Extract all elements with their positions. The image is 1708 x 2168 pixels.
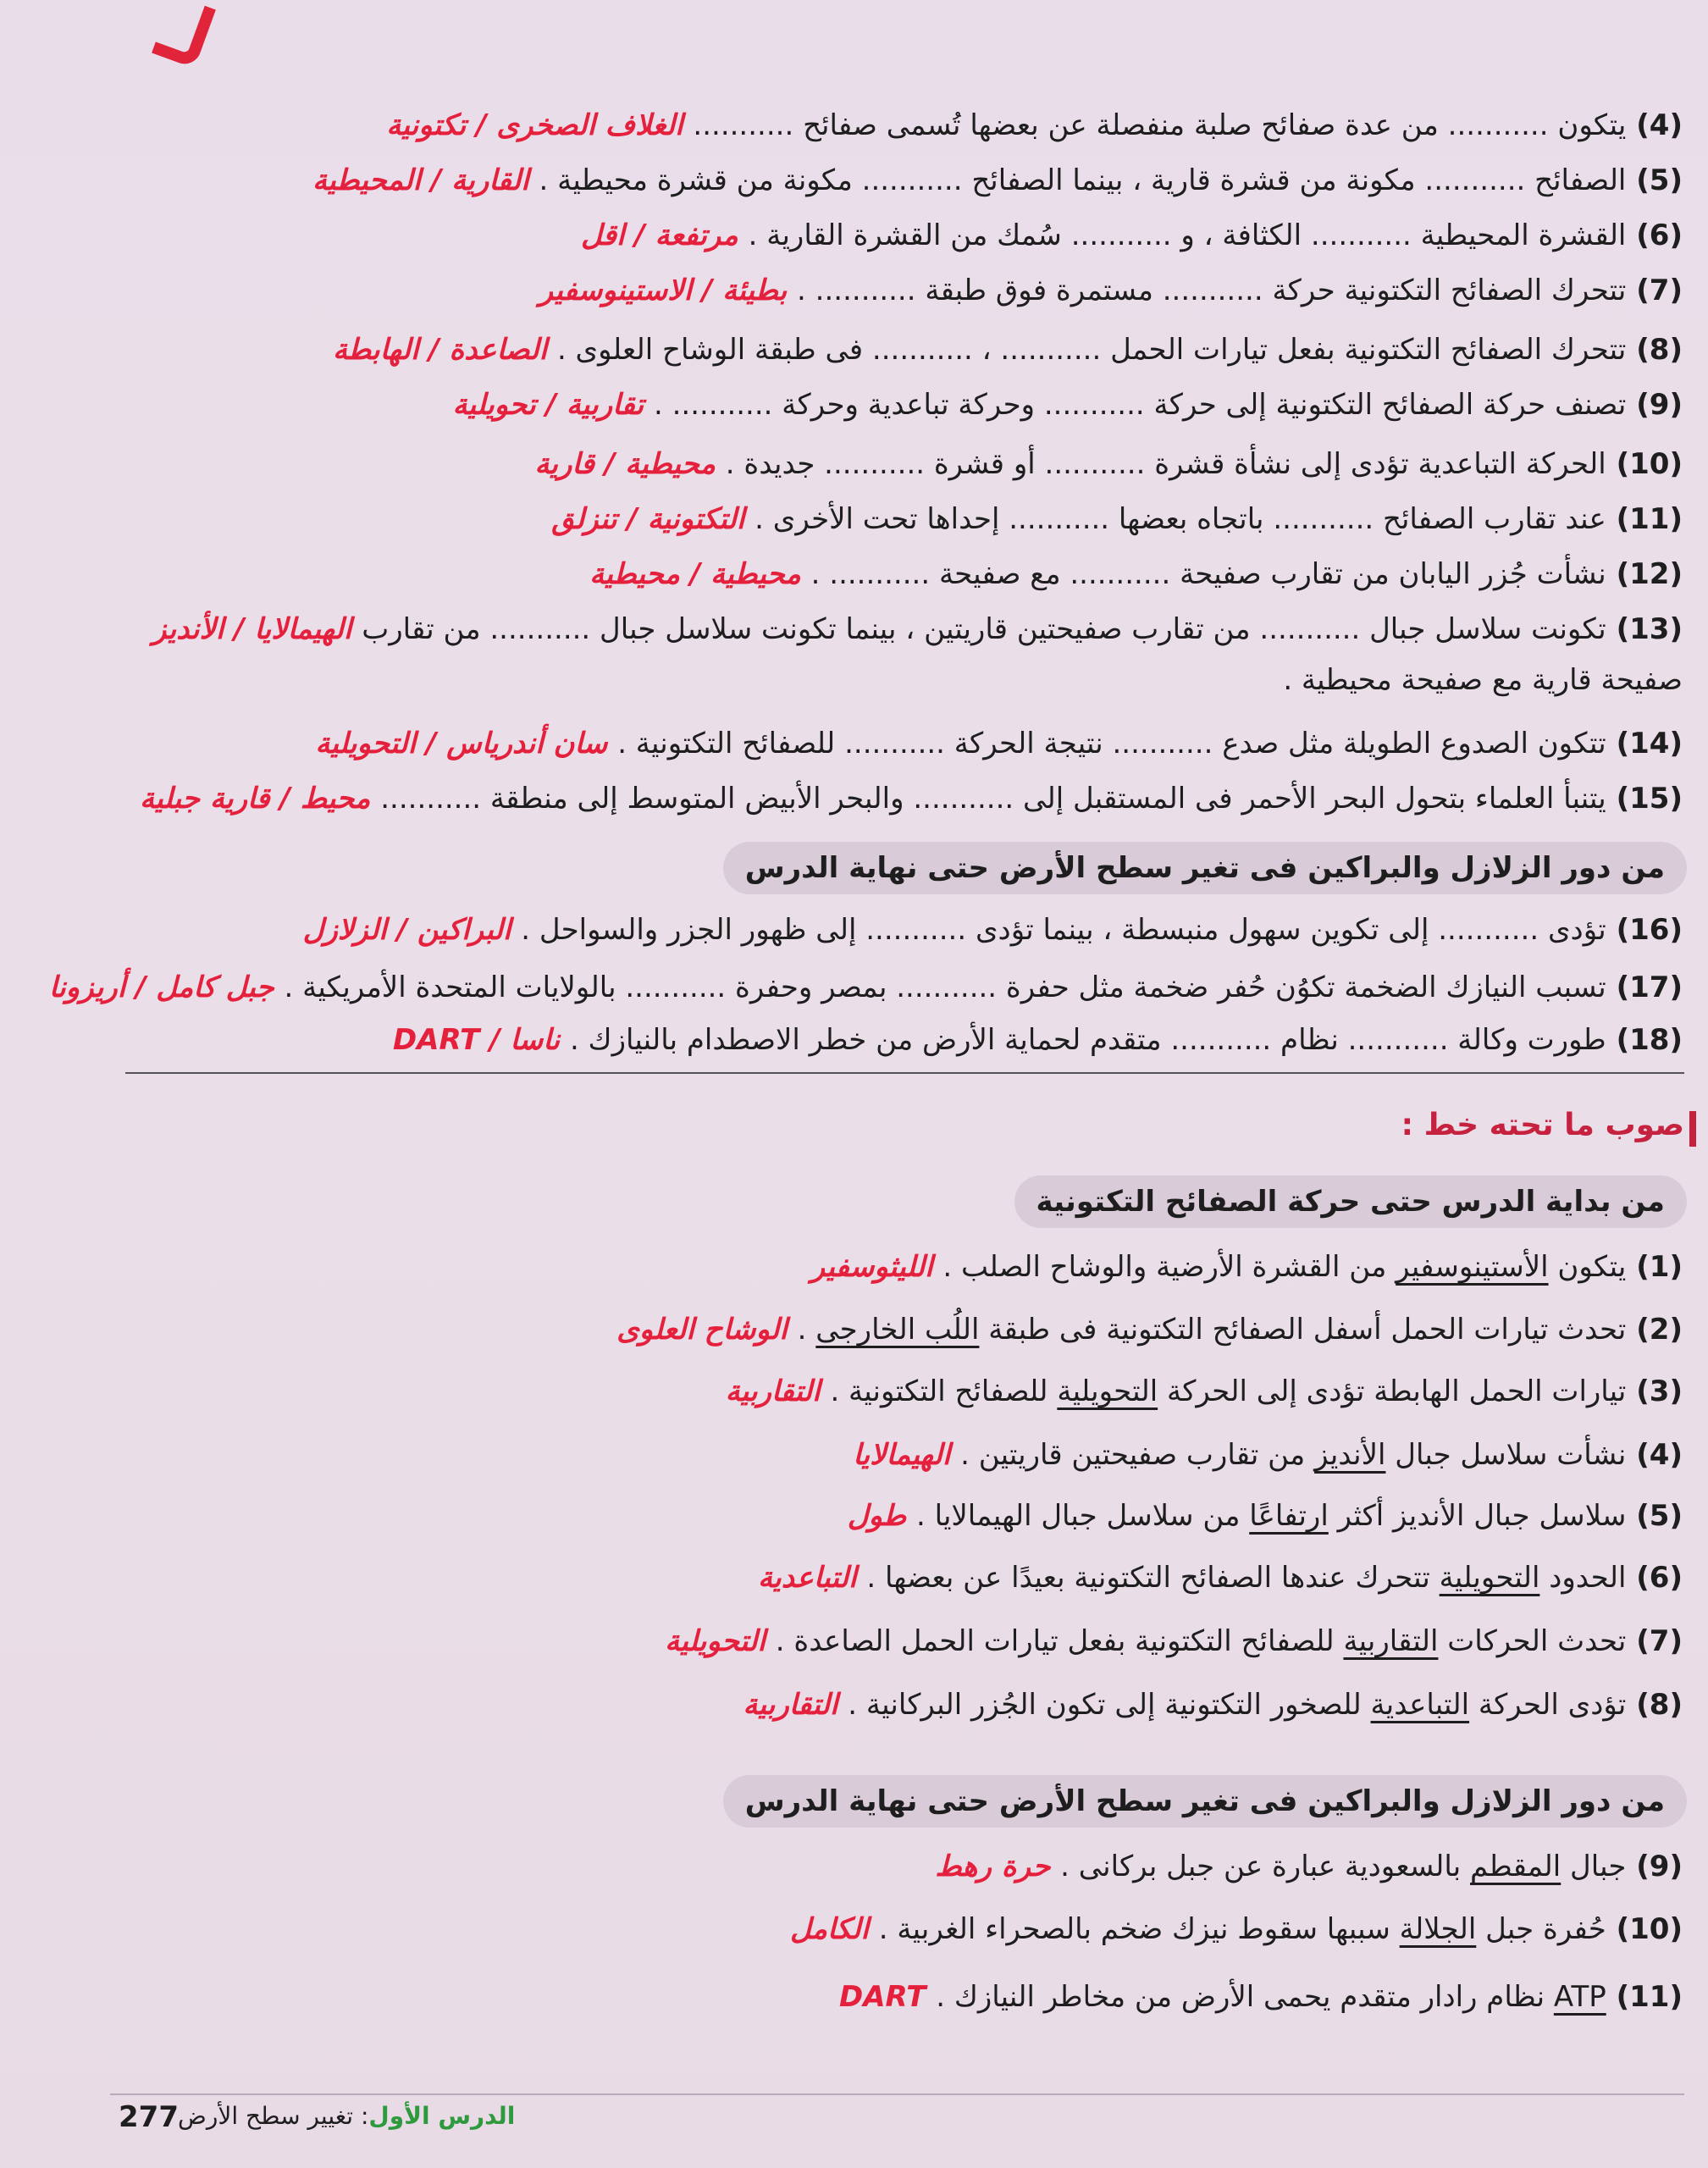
section-marker (1689, 1111, 1696, 1147)
item-number: (11) (1606, 1980, 1683, 2014)
correction-item (726, 1368, 1683, 1415)
fill-in-line (74, 157, 1683, 204)
item-text: تؤدى ........... إلى تكوين سهول منبسطة ، بينما تؤدى ........... إلى ظهور الجزر والسواحل . (521, 913, 1606, 947)
handwritten-correction: DART (839, 1980, 937, 2014)
fill-in-line (74, 1016, 1683, 1064)
item-text: من سلاسل جبال الهيمالايا . (915, 1499, 1250, 1533)
item-number: (16) (1606, 913, 1683, 947)
item-text: عند تقارب الصفائح ........... باتجاه بعضها ........... إحداها تحت الأخرى . (755, 502, 1606, 536)
handwritten-answer: محيطية / محيطية (589, 557, 811, 591)
correction-item (811, 1243, 1683, 1291)
handwritten-correction: التقاربية (743, 1688, 848, 1722)
item-text: تيارات الحمل الهابطة تؤدى إلى الحركة (1158, 1374, 1627, 1408)
underlined-term: الجلالة (1399, 1912, 1477, 1946)
fill-in-line (74, 267, 1683, 314)
fill-in-line (74, 495, 1683, 543)
item-text: سببها سقوط نيزك ضخم بالصحراء الغربية . (878, 1912, 1400, 1946)
section-header-earthquakes: من دور الزلازل والبراكين فى تغير سطح الأرض حتى نهاية الدرس (723, 842, 1687, 894)
fill-in-line (74, 102, 1683, 149)
item-number: (13) (1606, 612, 1683, 646)
item-text: من تقارب صفيحتين قاريتين . (960, 1438, 1315, 1472)
item-text: للصفائح التكتونية . (830, 1374, 1058, 1408)
handwritten-answer: الغلاف الصخرى / تكتونية (386, 108, 694, 142)
item-text: تتحرك الصفائح التكتونية بفعل تيارات الحمل ........... ، ........... فى طبقة الوشاح العلوى . (556, 333, 1627, 367)
item-text: للصفائح التكتونية بفعل تيارات الحمل الصاعدة . (775, 1624, 1344, 1658)
item-number: (8) (1626, 333, 1683, 367)
page-footer (110, 2093, 1684, 2138)
item-text: تؤدى الحركة (1469, 1688, 1627, 1722)
item-text: يتكون (1548, 1250, 1627, 1284)
fill-in-line (74, 212, 1683, 259)
item-text: تكونت سلاسل جبال ........... من تقارب صفيحتين قاريتين ، بينما تكونت سلاسل جبال ........... من تقارب (362, 612, 1606, 646)
item-number: (8) (1626, 1688, 1683, 1722)
underlined-term: ATP (1553, 1980, 1606, 2014)
correction-item (853, 1431, 1683, 1479)
fill-in-line (74, 656, 1683, 704)
item-text: للصخور التكتونية إلى تكون الجُزر البركانية . (848, 1688, 1371, 1722)
fill-in-line (74, 381, 1683, 429)
underlined-term: الأستينوسفير (1396, 1250, 1549, 1284)
underlined-term: اللُب الخارجى (815, 1313, 980, 1347)
correct-underlined-title: صوب ما تحته خط : (1401, 1108, 1684, 1142)
handwritten-answer: القارية / المحيطية (312, 163, 539, 197)
fill-in-line (74, 775, 1683, 822)
handwritten-answer: البراكين / الزلازل (302, 913, 522, 947)
item-text: الحركة التباعدية تؤدى إلى نشأة قشرة ........... أو قشرة ........... جديدة . (725, 447, 1606, 481)
correction-item (935, 1843, 1683, 1890)
handwritten-answer: الصاعدة / الهابطة (332, 333, 557, 367)
item-text: بالسعودية عبارة عن جبل بركانى . (1060, 1850, 1471, 1883)
underlined-term: المقطم (1470, 1850, 1562, 1883)
fill-in-line (74, 720, 1683, 767)
handwritten-answer: جبل كامل / أريزونا (48, 971, 285, 1004)
handwritten-correction: حرة رهط (935, 1850, 1061, 1883)
handwritten-answer: الهيمالايا / الأنديز (152, 612, 362, 646)
item-number: (3) (1626, 1374, 1683, 1408)
section-header-start: من بداية الدرس حتى حركة الصفائح التكتونية (1014, 1175, 1687, 1228)
item-number: (17) (1606, 971, 1683, 1004)
item-text: . (797, 1313, 816, 1347)
item-text: نشأت سلاسل جبال (1385, 1438, 1627, 1472)
item-text: تتحرك عندها الصفائح التكتونية بعيدًا عن بعضها . (866, 1561, 1440, 1595)
item-number: (9) (1626, 1850, 1683, 1883)
divider (125, 1072, 1684, 1074)
underlined-term: التقاربية (1343, 1624, 1439, 1658)
item-text: من القشرة الأرضية والوشاح الصلب . (942, 1250, 1396, 1284)
correction-item (848, 1492, 1683, 1540)
handwritten-answer: ناسا / DART (392, 1023, 570, 1057)
page-number: 277 (119, 2100, 179, 2134)
handwritten-correction: التقاربية (725, 1374, 831, 1408)
correction-item (790, 1905, 1683, 1953)
correction-item (665, 1618, 1683, 1665)
fill-in-line (74, 550, 1683, 598)
item-text: القشرة المحيطية ........... الكثافة ، و ........... سُمك من القشرة القارية . (748, 218, 1627, 252)
correction-item (616, 1306, 1683, 1353)
item-text: تسبب النيازك الضخمة تكوُن حُفر ضخمة مثل حفرة ........... بمصر وحفرة ........... بالولايات المتحدة الأمريكية . (284, 971, 1606, 1004)
item-text: تتحرك الصفائح التكتونية حركة ........... مستمرة فوق طبقة ........... . (797, 274, 1627, 307)
red-question-mark (152, 0, 216, 69)
handwritten-answer: محيطية / قارية (534, 447, 726, 481)
fill-in-line (74, 440, 1683, 488)
fill-in-line (74, 606, 1683, 653)
item-number: (10) (1606, 447, 1683, 481)
footer-lesson: الدرس الأول: تغيير سطح الأرض (178, 2102, 516, 2130)
correction-item (758, 1554, 1683, 1601)
item-number: (7) (1626, 1624, 1683, 1658)
item-text: نشأت جُزر اليابان من تقارب صفيحة ........... مع صفيحة ........... . (810, 557, 1606, 591)
underlined-term: التحويلية (1057, 1374, 1158, 1408)
item-text: يتكون ........... من عدة صفائح صلبة منفصلة عن بعضها تُسمى صفائح ........... (693, 108, 1627, 142)
item-number: (4) (1626, 108, 1683, 142)
handwritten-answer: محيط / قارية جبلية (140, 782, 381, 816)
handwritten-correction: الكامل (790, 1912, 879, 1946)
item-text: صفيحة قارية مع صفيحة محيطية . (1283, 663, 1683, 697)
underlined-term: التباعدية (1370, 1688, 1470, 1722)
handwritten-answer: مرتفعة / اقل (580, 218, 749, 252)
underlined-term: التحويلية (1439, 1561, 1540, 1595)
item-number: (6) (1626, 1561, 1683, 1595)
fill-in-line (74, 906, 1683, 954)
handwritten-correction: الهيمالايا (853, 1438, 961, 1472)
handwritten-correction: طول (847, 1499, 916, 1533)
item-number: (5) (1626, 163, 1683, 197)
item-number: (14) (1606, 727, 1683, 760)
item-number: (18) (1606, 1023, 1683, 1057)
underlined-term: ارتفاعًا (1249, 1499, 1329, 1533)
handwritten-correction: التباعدية (758, 1561, 867, 1595)
underlined-term: الأنديز (1314, 1438, 1386, 1472)
item-text: تحدث تيارات الحمل أسفل الصفائح التكتونية فى طبقة (979, 1313, 1627, 1347)
item-text: يتنبأ العلماء بتحول البحر الأحمر فى المستقبل إلى ........... والبحر الأبيض المتوسط إلى منطقة ........... (380, 782, 1606, 816)
fill-in-line (48, 964, 1683, 1011)
item-text: نظام رادار متقدم يحمى الأرض من مخاطر النيازك . (936, 1980, 1554, 2014)
handwritten-correction: التحويلية (665, 1624, 776, 1658)
correction-item (743, 1681, 1683, 1728)
item-number: (10) (1606, 1912, 1683, 1946)
item-number: (1) (1626, 1250, 1683, 1284)
section-header-earthquakes-2: من دور الزلازل والبراكين فى تغير سطح الأرض حتى نهاية الدرس (723, 1775, 1687, 1828)
handwritten-answer: تقاربية / تحويلية (452, 388, 654, 422)
item-text: الحدود (1539, 1561, 1627, 1595)
item-number: (9) (1626, 388, 1683, 422)
item-number: (4) (1626, 1438, 1683, 1472)
item-text: حُفرة جبل (1476, 1912, 1606, 1946)
item-text: تحدث الحركات (1438, 1624, 1627, 1658)
handwritten-correction: الليثوسفير (810, 1250, 943, 1284)
item-text: تصنف حركة الصفائح التكتونية إلى حركة ........... وحركة تباعدية وحركة ........... . (653, 388, 1627, 422)
handwritten-answer: بطيئة / الاستينوسفير (539, 274, 798, 307)
item-text: الصفائح ........... مكونة من قشرة قارية ، بينما الصفائح ........... مكونة من قشرة محيطية . (539, 163, 1627, 197)
handwritten-answer: التكتونية / تنزلق (551, 502, 755, 536)
fill-in-line (74, 326, 1683, 373)
item-text: جبال (1561, 1850, 1627, 1883)
item-text: طورت وكالة ........... نظام ........... متقدم لحماية الأرض من خطر الاصطدام بالنيازك . (569, 1023, 1606, 1057)
handwritten-answer: سان أندرياس / التحويلية (315, 727, 618, 760)
item-number: (5) (1626, 1499, 1683, 1533)
correction-item (839, 1973, 1683, 2021)
item-number: (11) (1606, 502, 1683, 536)
item-number: (12) (1606, 557, 1683, 591)
item-number: (7) (1626, 274, 1683, 307)
item-number: (15) (1606, 782, 1683, 816)
item-text: سلاسل جبال الأنديز أكثر (1328, 1499, 1627, 1533)
item-number: (6) (1626, 218, 1683, 252)
item-number: (2) (1626, 1313, 1683, 1347)
handwritten-correction: الوشاح العلوى (616, 1313, 798, 1347)
item-text: تتكون الصدوع الطويلة مثل صدع ........... نتيجة الحركة ........... للصفائح التكتونية . (617, 727, 1606, 760)
